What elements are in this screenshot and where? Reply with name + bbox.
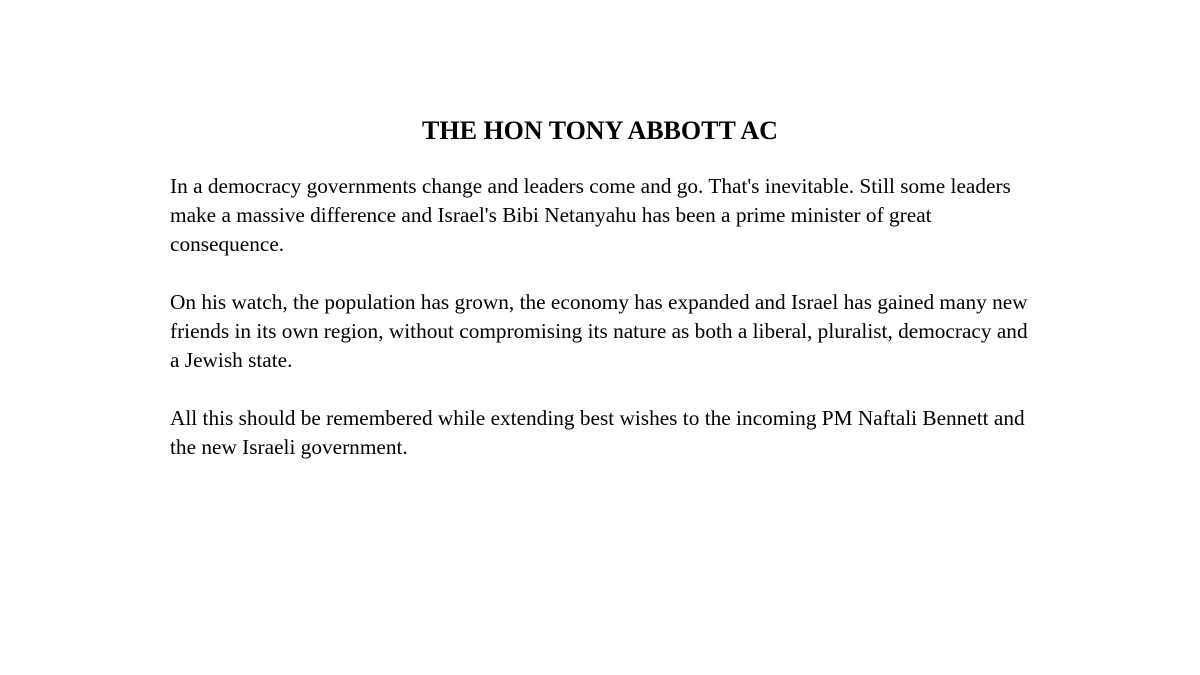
paragraph-1: In a democracy governments change and leaders come and go. That's inevitable. Still some leaders make a massive difference and Israel's Bibi Netanyahu has been a prime minister of great consequence. — [170, 174, 1011, 256]
paragraph-3: All this should be remembered while extending best wishes to the incoming PM Naftali Bennett and the new Israeli government. — [170, 406, 1025, 459]
document-body — [170, 172, 1040, 491]
paragraph-2: On his watch, the population has grown, the economy has expanded and Israel has gained many new friends in its own region, without compromising its nature as both a liberal, pluralist, democracy and a Jewish state. — [170, 290, 1028, 372]
document-title: THE HON TONY ABBOTT AC — [422, 116, 778, 145]
